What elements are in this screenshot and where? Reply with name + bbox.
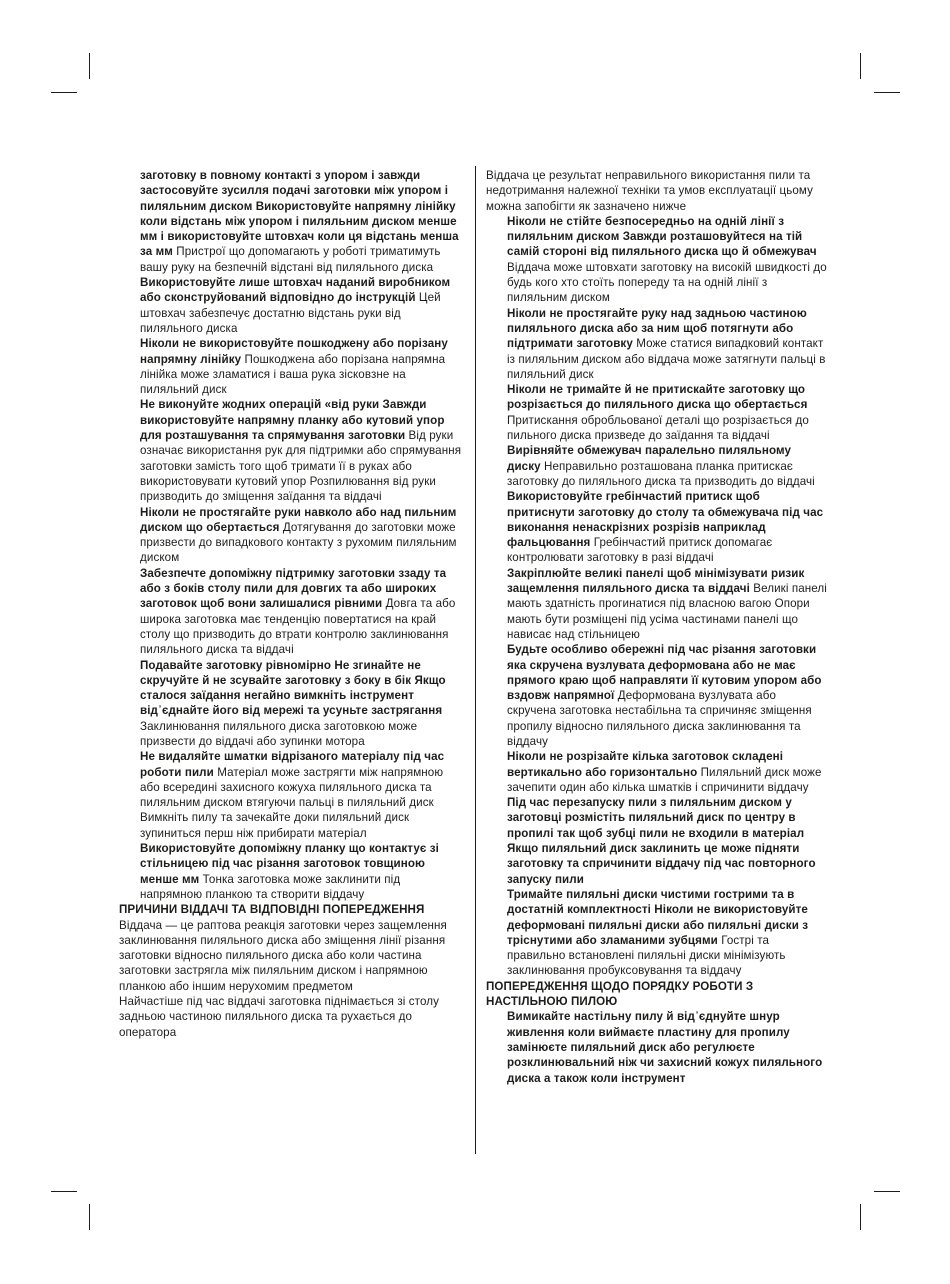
paragraph	[486, 382, 828, 443]
bold-text: Ніколи не стійте безпосередньо на одній лінії з пиляльним диском Завжди розташовуйтеся на тій самій стороні від пиляльного диска що й обмежувач	[507, 214, 817, 259]
body-text: Довга та або широка заготовка має тенденцію повертатися на край столу що призводить до втрати контролю заклинювання пиляльного диска та віддачі	[140, 597, 456, 657]
body-text: Від руки означає використання рук для підтримки або спрямування заготовки замість того щоб тримати її в руках або використовувати кутовий упор Розпилювання від руки призводить до зміщення заїдання та віддачі	[140, 429, 462, 504]
body-text: Дотягування до заготовки може призвести до випадкового контакту з рухомим пиляльним диском	[140, 520, 457, 565]
paragraph	[119, 505, 463, 566]
body-text: Віддача може штовхати заготовку на високій швидкості до будь кого хто стоїть попереду та на одній лінії з пиляльним диском	[507, 260, 827, 305]
bold-text: Використовуйте лише штовхач наданий виробником або сконструйований відповідно до інструкцій	[140, 276, 451, 305]
bold-text: ПОПЕРЕДЖЕННЯ ЩОДО ПОРЯДКУ РОБОТИ З НАСТІЛЬНОЮ ПИЛОЮ	[486, 979, 754, 1009]
crop-mark	[874, 1191, 900, 1192]
body-text: Заклинювання пиляльного диска заготовкою може призвести до віддачі або зупинки мотора	[140, 719, 418, 748]
crop-mark	[874, 92, 900, 93]
body-text: Неправильно розташована планка притискає заготовку до пиляльного диска та призводить до віддачі	[507, 459, 815, 488]
bold-text: Ніколи не розрізайте кілька заготовок складені вертикально або горизонтально	[507, 750, 784, 779]
paragraph	[119, 918, 463, 994]
column-divider	[475, 166, 476, 1154]
paragraph	[486, 887, 828, 979]
body-text: Деформована вузлувата або скручена заготовка нестабільна та спричиняє зміщення пропилу відносно пиляльного диска заклинювання та віддачу	[507, 689, 812, 748]
bold-text: Вимикайте настільну пилу й від᾽єднуйте шнур живлення коли виймаєте пластину для пропилу замінюєте пиляльний диск або регулюєте розклинювальний ніж чи захисний кожух пиляльного диска а також коли інструмент	[507, 1010, 823, 1085]
bold-text: ПРИЧИНИ ВІДДАЧІ ТА ВІДПОВІДНІ ПОПЕРЕДЖЕННЯ	[119, 903, 425, 917]
paragraph	[486, 489, 828, 565]
left-text-column	[119, 168, 463, 1040]
body-text: Притискання обробльованої деталі що розрізається до пильного диска призведе до заїдання та віддачі	[507, 413, 809, 443]
bold-text: Ніколи не простягайте руки навколо або над пильним диском що обертається	[140, 505, 457, 534]
bold-text: Ніколи не простягайте руку над задньою частиною пиляльного диска або за ним щоб потягнути або підтримати заготовку	[507, 306, 807, 351]
paragraph	[119, 749, 463, 841]
bold-text: Ніколи не тримайте й не притискайте заготовку що розрізається до пиляльного диска що обертається	[507, 383, 808, 412]
body-text: Віддача — це раптова реакція заготовки через защемлення заклинювання пиляльного диска або зміщення лінії різання заготовки відносно пиляльного диска або коли частина заготовки застрягла між пиляльним диском і напрямною планкою або іншим нерухомим предметом	[119, 918, 447, 993]
crop-mark	[89, 53, 90, 79]
bold-text: Ніколи не використовуйте пошкоджену або порізану напрямну лінійку	[140, 337, 448, 366]
crop-mark	[51, 1191, 77, 1192]
right-text-column	[486, 168, 828, 1086]
paragraph	[119, 275, 463, 336]
bold-text: заготовку в повному контакті з упором і завжди застосовуйте зусилля подачі заготовки між упором і пиляльним диском Використовуйте напрямну лінійку коли відстань між упором і пиляльним диском менше мм і використовуйте штовхач коли ця відстань менша за мм	[140, 169, 459, 259]
paragraph	[486, 642, 828, 749]
body-text: Пиляльний диск може зачепити один або кілька шматків і спричинити віддачу	[507, 765, 822, 794]
body-text: Може статися випадковий контакт із пиляльним диском або віддача може затягнути пальці в пиляльний диск	[507, 337, 826, 381]
bold-text: Вирівняйте обмежувач паралельно пиляльному диску	[507, 444, 792, 473]
body-text: Цей штовхач забезпечує достатню відстань руки від пиляльного диска	[140, 291, 441, 335]
paragraph	[119, 397, 463, 504]
body-text: Тонка заготовка може заклинити під напрямною планкою та створити віддачу	[140, 872, 401, 901]
section-heading	[119, 902, 463, 917]
crop-mark	[860, 1204, 861, 1230]
body-text: Гострі та правильно встановлені пиляльні диски мінімізують заклинювання пробуксовування та віддачу	[507, 933, 786, 978]
paragraph	[119, 336, 463, 397]
bold-text: Не виконуйте жодних операцій «від руки Завжди використовуйте напрямну планку або кутовий упор для розташування та спрямування заготовки	[140, 398, 445, 443]
paragraph	[486, 168, 828, 214]
bold-text: Використовуйте допоміжну планку що контактує зі стільницею під час різання заготовок товщиною менше мм	[140, 842, 439, 886]
bold-text: Використовуйте гребінчастий притиск щоб притиснути заготовку до столу та обмежувача під час виконання ненаскрізних розрізів наприклад фальцювання	[507, 490, 824, 550]
bold-text: Не видаляйте шматки відрізаного матеріалу під час роботи пили	[140, 750, 445, 779]
bold-text: Тримайте пиляльні диски чистими гострими та в достатній комплектності Ніколи не використовуйте деформовані пиляльні диски або пиляльні диски з тріснутими або зламаними зубцями	[507, 887, 809, 947]
paragraph	[486, 795, 828, 887]
paragraph	[119, 994, 463, 1040]
crop-mark	[89, 1204, 90, 1230]
paragraph	[486, 214, 828, 306]
body-text: Пристрої що допомагають у роботі триматимуть вашу руку на безпечній відстані від пиляльного диска	[140, 245, 441, 274]
crop-mark	[51, 92, 77, 93]
paragraph	[486, 566, 828, 642]
paragraph	[119, 658, 463, 750]
body-text: Великі панелі мають здатність прогинатися під власною вагою Опори мають бути розміщені під усіма частинами панелі що нависає над стільницею	[507, 582, 827, 641]
body-text: Пошкоджена або порізана напрямна лінійка може зламатися і ваша рука зісковзне на пиляльний диск	[140, 352, 446, 397]
section-heading	[486, 979, 828, 1010]
crop-mark	[860, 53, 861, 79]
bold-text: Подавайте заготовку рівномірно Не згинайте не скручуйте й не зсувайте заготовку з боку в бік Якщо сталося заїдання негайно вимкніть інструмент від᾽єднайте його від мережі та усуньте застрягання	[140, 658, 446, 718]
paragraph	[119, 566, 463, 658]
bold-text: Закріплюйте великі панелі щоб мінімізувати ризик защемлення пиляльного диска та віддачі	[507, 566, 805, 596]
paragraph	[486, 749, 828, 795]
bold-text: Будьте особливо обережні під час різання заготовки яка скручена вузлувата деформована або не має прямого краю щоб направляти її кутовим упором або вздовж напрямної	[507, 643, 822, 703]
body-text: Найчастіше під час віддачі заготовка піднімається зі столу задньою частиною пиляльного диска та рухається до оператора	[119, 995, 440, 1039]
body-text: Матеріал може застрягти між напрямною або всередині захисного кожуха пиляльного диска та пиляльним диском втягуючи пальці в пиляльний диск Вимкніть пилу та зачекайте доки пиляльний диск зупиниться перш ніж прибирати матеріал	[140, 765, 444, 840]
body-text: Гребінчастий притиск допомагає контролювати заготовку в разі віддачі	[507, 536, 773, 565]
body-text: Віддача це результат неправильного використання пили та недотримання належної техніки та умов експлуатації цьому можна запобігти як зазначено нижче	[486, 169, 813, 213]
paragraph	[119, 168, 463, 275]
bold-text: Під час перезапуску пили з пиляльним диском у заготовці розмістіть пиляльний диск по центру в пропилі так щоб зубці пили не входили в матеріал Якщо пиляльний диск заклинить це може підняти заготовку та спричинити віддачу під час повторного запуску пили	[507, 796, 816, 886]
bold-text: Забезпечте допоміжну підтримку заготовки ззаду та або з боків столу пили для довгих та або широких заготовок щоб вони залишалися рівними	[140, 566, 447, 611]
paragraph	[486, 1009, 828, 1085]
paragraph	[486, 306, 828, 382]
paragraph	[486, 443, 828, 489]
paragraph	[119, 841, 463, 902]
